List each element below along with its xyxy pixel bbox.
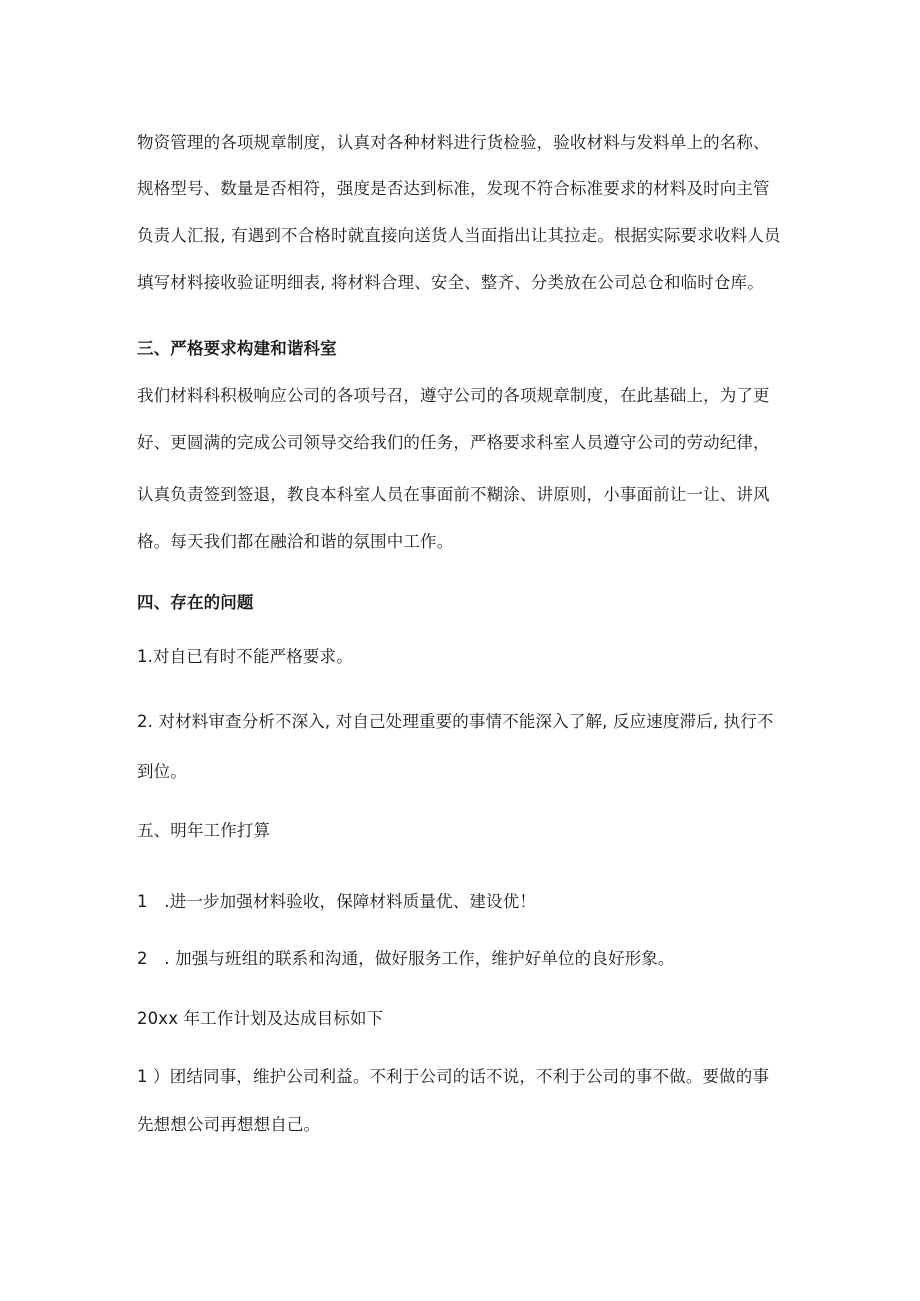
section-heading-4: 四、存在的问题	[137, 593, 254, 612]
para2-line-3: 认真负责签到签退，教良本科室人员在事面前不糊涂、讲原则，小事面前让一让、讲风	[137, 485, 770, 504]
para2-line-2: 好、更圆满的完成公司领导交给我们的任务，严格要求科室人员遵守公司的劳动纪律，	[137, 433, 770, 452]
para1-line-1: 物资管理的各项规章制度，认真对各种材料进行货检验，验收材料与发料单上的名称、	[137, 133, 770, 152]
goals-title: 20xx 年工作计划及达成目标如下	[137, 1009, 384, 1028]
section-heading-5: 五、明年工作打算	[137, 821, 271, 840]
section-heading-3: 三、严格要求构建和谐科室	[137, 339, 337, 358]
para1-line-4: 填写材料接收验证明细表, 将材料合理、安全、整齐、分类放在公司总仓和临时仓库。	[137, 273, 764, 292]
issue-2-line-1: 2. 对材料审查分析不深入, 对自己处理重要的事情不能深入了解, 反应速度滞后, 执行不	[137, 712, 774, 731]
para1-line-3: 负责人汇报, 有遇到不合格时就直接向送货人当面指出让其拉走。根据实际要求收料人员	[137, 226, 781, 245]
plan-2: 2 . 加强与班组的联系和沟通，做好服务工作，维护好单位的良好形象。	[137, 949, 675, 968]
para2-line-4: 格。每天我们都在融洽和谐的氛围中工作。	[137, 532, 454, 551]
para1-line-2: 规格型号、数量是否相符，强度是否达到标准，发现不符合标准要求的材料及时向主管	[137, 179, 770, 198]
issue-1: 1.对自已有时不能严格要求。	[137, 647, 353, 666]
plan-1: 1 .进一步加强材料验收，保障材料质量优、建设优！	[137, 892, 536, 911]
issue-2-line-2: 到位。	[137, 762, 187, 781]
para2-line-1: 我们材料科积极响应公司的各项号召，遵守公司的各项规章制度，在此基础上，为了更	[137, 386, 770, 405]
goal-1-line-2: 先想想公司再想想自己。	[137, 1115, 321, 1134]
goal-1-line-1: 1 ）团结同事，维护公司利益。不利于公司的话不说，不利于公司的事不做。要做的事	[137, 1067, 770, 1086]
